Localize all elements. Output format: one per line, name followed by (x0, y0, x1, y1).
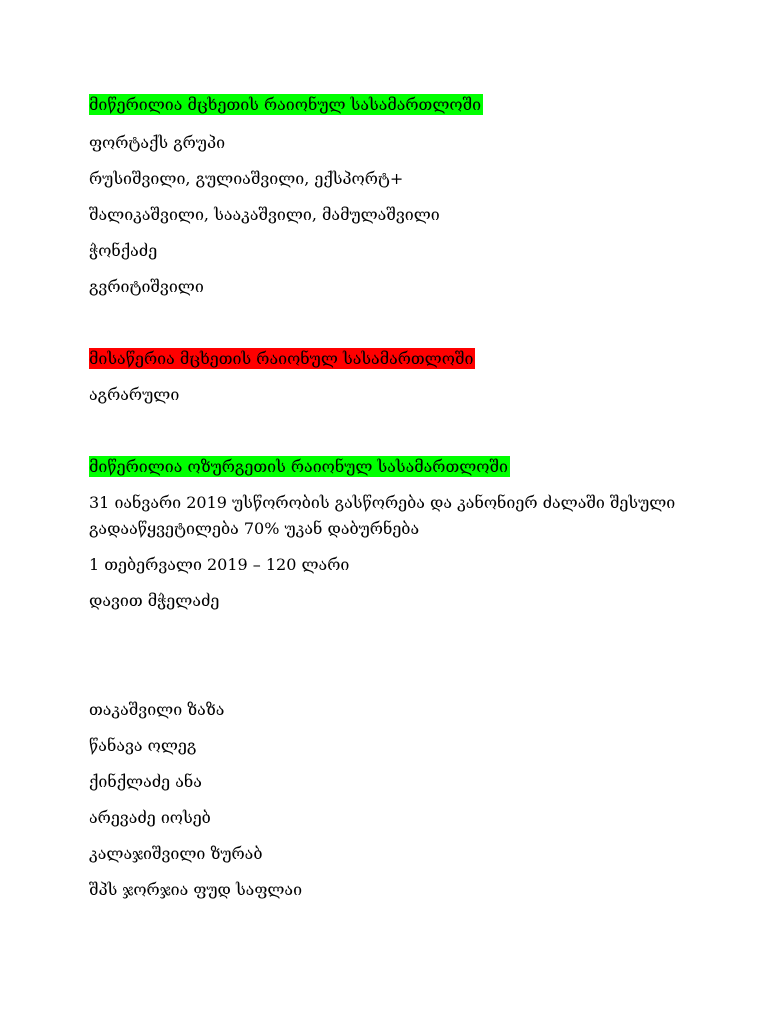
name-list-item: თაკაშვილი ზაზა (89, 700, 225, 719)
section-2-item: აგრარული (89, 385, 180, 404)
section-2-heading: მისაწერია მცხეთის რაიონულ სასამართლოში (89, 349, 474, 368)
section-3-item: დავით მჭელაძე (89, 591, 220, 610)
section-1-item: ფორტაქს გრუპი (89, 133, 226, 152)
section-2-heading-line (89, 348, 475, 370)
section-1-item: ჭონქაძე (89, 241, 158, 260)
section-3-heading-line (89, 456, 510, 478)
name-list-item: ქინქლაძე ანა (89, 772, 202, 791)
section-1-item: გვრიტიშვილი (89, 277, 204, 296)
name-list-item: კალაჯიშვილი ზურაბ (89, 844, 263, 863)
section-3-paragraph-line-1: 31 იანვარი 2019 უსწორობის გასწორება და კანონიერ ძალაში შესული (89, 493, 676, 512)
section-1-heading-line (89, 94, 483, 116)
name-list-item: არევაძე იოსებ (89, 808, 211, 827)
section-3-item: 1 თებერვალი 2019 – 120 ლარი (89, 555, 350, 574)
section-1-item: რუსიშვილი, გულიაშვილი, ექსპორტ+ (89, 169, 404, 188)
name-list-item: წანავა ოლეგ (89, 736, 197, 755)
section-1-heading: მიწერილია მცხეთის რაიონულ სასამართლოში (89, 95, 482, 114)
section-3-paragraph-line-2: გადააწყვეტილება 70% უკან დაბურნება (89, 519, 420, 538)
name-list-item: შპს ჯორჯია ფუდ საფლაი (89, 880, 303, 899)
section-3-heading: მიწერილია ოზურგეთის რაიონულ სასამართლოში (89, 457, 508, 476)
section-1-item: შალიკაშვილი, სააკაშვილი, მამულაშვილი (89, 205, 440, 224)
